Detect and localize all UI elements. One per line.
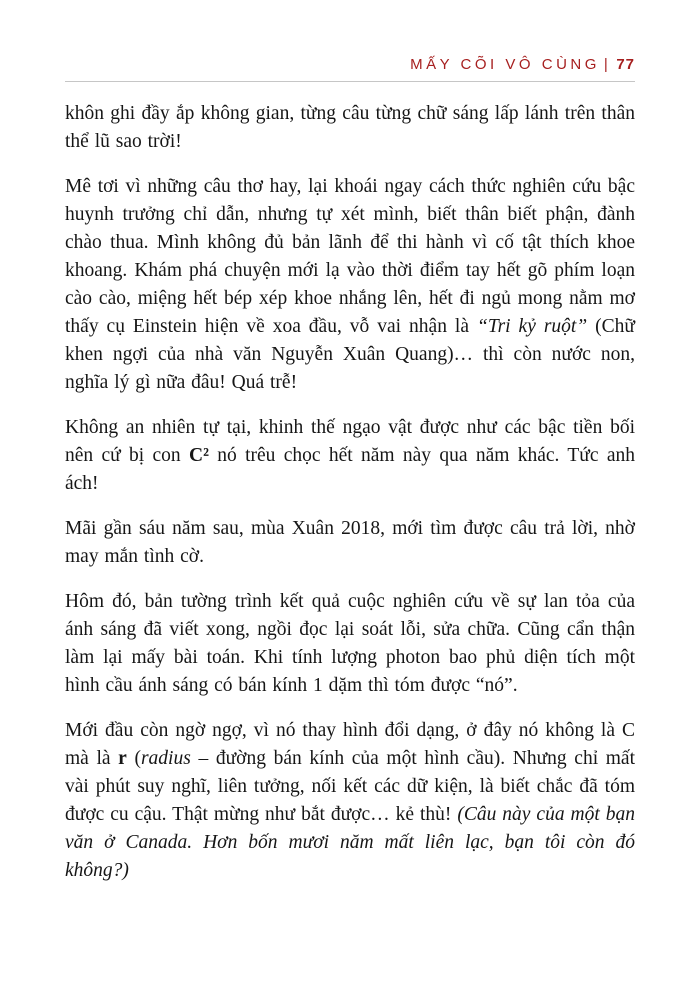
page-header	[65, 56, 635, 82]
body-paragraph	[65, 717, 635, 885]
text-run: – đường bán kính của một hình cầu). Nhưng chỉ mất vài phút suy nghĩ, liên tưởng, nối kết các dữ kiện, là biết chắc đã tóm được cu cậu. Thật mừng như bắt được… kẻ thù!	[65, 748, 635, 825]
running-title: MẤY CÕI VÔ CÙNG	[410, 56, 600, 73]
body-paragraph	[65, 588, 635, 700]
body-text	[65, 82, 635, 885]
body-paragraph	[65, 173, 635, 397]
bold-run: C²	[189, 445, 209, 466]
page-number: 77	[616, 56, 635, 73]
text-run: Không an nhiên tự tại, khinh thế ngạo vật được như các bậc tiền bối nên cứ bị con	[65, 417, 635, 466]
text-run: (Chữ khen ngợi của nhà văn Nguyễn Xuân Quang)… thì còn nước non, nghĩa lý gì nữa đâu! Quá trễ!	[65, 316, 635, 393]
body-paragraph	[65, 100, 635, 156]
text-run: Mới đầu còn ngờ ngợ, vì nó thay hình đổi dạng, ở đây nó không là C mà là	[65, 720, 635, 769]
text-run: Mãi gần sáu năm sau, mùa Xuân 2018, mới tìm được câu trả lời, nhờ may mắn tình cờ.	[65, 518, 635, 567]
text-run: Hôm đó, bản tường trình kết quả cuộc nghiên cứu về sự lan tỏa của ánh sáng đã viết xong, ngồi đọc lại soát lỗi, sửa chữa. Cũng cẩn thận làm lại mấy bài toán. Khi tính lượng photon bao phủ diện tích một hình cầu ánh sáng có bán kính 1 dặm thì tóm được “nó”.	[65, 591, 635, 696]
text-run: khôn ghi đầy ắp không gian, từng câu từng chữ sáng lấp lánh trên thân thể lũ sao trời!	[65, 103, 635, 152]
text-run: Mê tơi vì những câu thơ hay, lại khoái ngay cách thức nghiên cứu bậc huynh trưởng chỉ dẫn, nhưng tự xét mình, biết thân biết phận, đành chào thua. Mình không đủ bản lãnh để thi hành vì cố tật thích khoe khoang. Khám phá chuyện mới lạ vào thời điểm tay hết gõ phím loạn cào cào, miệng hết bép xép khoe nhắng lên, hết đi ngủ mong nằm mơ thấy cụ Einstein hiện về xoa đầu, vỗ vai nhận là	[65, 176, 635, 337]
italic-run: radius	[140, 748, 191, 769]
body-paragraph	[65, 414, 635, 498]
italic-run: “Tri kỷ ruột”	[476, 316, 588, 337]
text-run: nó trêu chọc hết năm này qua năm khác. Tức anh ách!	[65, 445, 636, 494]
text-run: (	[126, 748, 141, 769]
body-paragraph	[65, 515, 635, 571]
header-separator: |	[603, 56, 612, 73]
italic-run: (Câu này của một bạn văn ở Canada. Hơn bốn mươi năm mất liên lạc, bạn tôi còn đó không?)	[65, 804, 635, 881]
bold-run: r	[118, 748, 127, 769]
